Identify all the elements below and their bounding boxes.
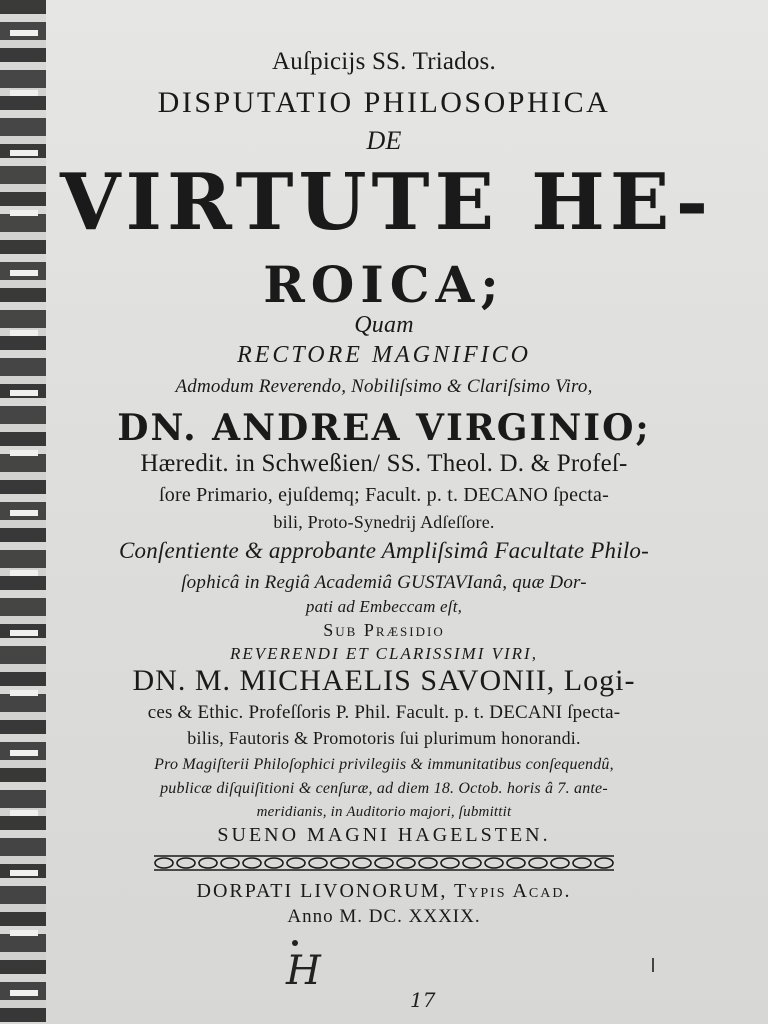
honorific-line: Admodum Reverendo, Nobiliſsimo & Clariſsimo Viro, bbox=[175, 376, 593, 397]
faculty-line-3: pati ad Embeccam eſt, bbox=[305, 597, 463, 616]
margin-tick bbox=[652, 958, 654, 972]
quam-line: Quam bbox=[354, 312, 414, 338]
invocation-line: Auſpicijs SS. Triados. bbox=[272, 48, 496, 75]
ornamental-rule bbox=[150, 851, 618, 875]
praeses-title-line-2: bilis, Fautoris & Promotoris ſui plurimum honorandi. bbox=[187, 728, 581, 748]
handwritten-mark: H bbox=[286, 948, 321, 994]
praeses-title-line-1: ces & Ethic. Profeſſoris P. Phil. Facult. p. t. DECANI ſpecta- bbox=[147, 702, 621, 723]
respondent-line: SUENO MAGNI HAGELSTEN. bbox=[217, 824, 551, 846]
de-line: DE bbox=[366, 126, 402, 155]
faculty-line-1: Conſentiente & approbante Ampliſsimâ Facultate Philo- bbox=[119, 538, 649, 563]
purpose-line-1: Pro Magiſterii Philoſophici privilegiis & immunitatibus conſequendû, bbox=[154, 756, 614, 773]
rector-title-line-2: ſore Primario, ejuſdemq; Facult. p. t. DECANO ſpecta- bbox=[159, 484, 609, 506]
ink-dot bbox=[292, 940, 298, 946]
purpose-line-3: meridianis, in Auditorio majori, ſubmittit bbox=[256, 804, 512, 820]
praeses-name-line: DN. M. MICHAELIS SAVONII, Logi- bbox=[132, 664, 636, 697]
year-line: Anno M. DC. XXXIX. bbox=[287, 906, 481, 927]
rector-title-line-3: bili, Proto-Synedrij Adſeſſore. bbox=[273, 512, 495, 532]
purpose-line-2: publicæ diſquiſitioni & cenſuræ, ad diem 18. Octob. horis â 7. ante- bbox=[160, 780, 608, 797]
page-number: 17 bbox=[410, 988, 436, 1012]
rector-name-line: DN. ANDREA VIRGINIO; bbox=[117, 407, 651, 449]
praesidio-line: Sub Præsidio bbox=[323, 620, 445, 640]
reverendi-line: REVERENDI ET CLARISSIMI VIRI, bbox=[230, 644, 538, 663]
imprint-line: DORPATI LIVONORUM, Typis Acad. bbox=[196, 880, 572, 902]
main-title-line-1: VIRTUTE HE- bbox=[60, 157, 714, 248]
disputatio-heading: DISPUTATIO PHILOSOPHICA bbox=[157, 86, 611, 119]
rector-line: RECTORE MAGNIFICO bbox=[237, 342, 531, 368]
main-title-line-2: ROICA; bbox=[263, 255, 505, 314]
faculty-line-2: ſophicâ in Regiâ Academiâ GUSTAVIanâ, quæ Dor- bbox=[181, 572, 587, 593]
rector-title-line-1: Hæredit. in Schweßien/ SS. Theol. D. & Profeſ- bbox=[140, 450, 628, 477]
